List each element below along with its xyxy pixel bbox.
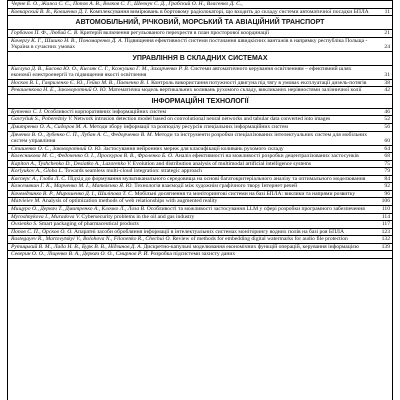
toc-authors: Ковкарский В. В., Ковшенко Д. І. xyxy=(11,8,90,15)
toc-entry xyxy=(8,168,392,176)
toc-entry xyxy=(8,236,392,244)
toc-authors: Мищуро О., Деркач Т., Дмитренко А., Клочко Л., Лоза В. xyxy=(11,206,147,213)
toc-page-number: 64 xyxy=(384,145,390,152)
toc-entry xyxy=(8,124,392,132)
toc-entry xyxy=(8,109,392,117)
toc-page-number: 38 xyxy=(384,79,390,86)
toc-entry xyxy=(8,87,392,95)
toc-authors: Rastegayev R., Martovytskyi V., Bolohova N., Filonenko R., Chechui O. xyxy=(11,236,173,243)
toc-page-number: 46 xyxy=(384,108,390,115)
section-heading: УПРАВЛІННЯ В СКЛАДНИХ СИСТЕМАХ xyxy=(8,52,392,66)
toc-page-number: 139 xyxy=(381,243,390,250)
toc-authors: Ревашенкова Н. Е., Заковоротний О. Ю. xyxy=(11,87,109,94)
toc-page-number: 11 xyxy=(384,8,390,15)
toc-page-number: 56 xyxy=(384,124,390,131)
toc-entry xyxy=(8,30,392,38)
toc-authors: Черне Е. О., Жижа С. С., Попов А. В., Волков С. Г., Шевчук С. Д., Грабский О. Н., Власенко Д. С., xyxy=(11,1,243,7)
toc-page-number: 96 xyxy=(384,190,390,197)
toc-title: Підвищення ефективності системи постачання швидкісних вантажів в напрямку республіка Польща - Україна в сучасних умовах xyxy=(11,37,368,51)
toc-title: Network intrusion detection model based on convolutional neural networks and tabular data converted into images xyxy=(73,116,331,123)
toc-authors: Korlyukov A., Globa L. xyxy=(11,168,65,175)
toc-page-number: 24 xyxy=(384,44,390,51)
toc-title: Апаратні засоби обробляння інформації в інтелектуальних системах моніторингу водних полів на базі роя БПЛА xyxy=(74,228,344,235)
toc-entry xyxy=(8,0,392,9)
toc-title: Розробка підсистеми захисту даних xyxy=(150,251,236,258)
toc-authors: Kapiton A., Tyshchenko D., Desiatko A., Lazorenko V. xyxy=(11,160,133,167)
toc-title: Аналіз ефективності на можливості розробки децентралізованих застосунків xyxy=(174,153,359,160)
toc-title: Особливості корпоративних інформаційних систем xyxy=(43,108,167,115)
toc-table xyxy=(7,0,393,400)
toc-page-number: 21 xyxy=(384,30,390,37)
toc-page-number: 114 xyxy=(381,213,390,220)
toc-page-number: 106 xyxy=(381,198,390,205)
toc-authors: Бутенко С. І. xyxy=(11,108,44,115)
toc-authors: Gavryliuk S., Pobereżniy V. xyxy=(11,116,74,123)
toc-title: Evolution and distribution analysis of multimodal artificial intelligence systems xyxy=(132,160,312,167)
toc-authors: Рутицький В. М., Лада Н. В., Бурк В. В., Нідзинов Д. А. xyxy=(11,243,144,250)
toc-page-number: 132 xyxy=(381,236,390,243)
toc-entry xyxy=(8,251,392,259)
toc-authors: Кочемдзинко В. Р., Мирошенко Д. І., Шиліпова Т. С. xyxy=(11,190,135,197)
toc-entry xyxy=(8,116,392,124)
toc-title: Математична модель вертикальних коливань рухомого складу, викликаних нерівностями залізничної колії xyxy=(108,87,362,94)
toc-title: Методи та інструменти розробки спеціалізованих інтелектуальних систем для мобільних систем управління xyxy=(11,131,368,145)
toc-page-number: 31 xyxy=(384,72,390,79)
toc-title: Технологія взаємодії між художнім графічного твору Інтернет речей xyxy=(134,183,298,190)
toc-title: Критерій включення регульованого перехрестя в план просторової координації xyxy=(80,30,269,37)
toc-authors: Горбачов П. Ф., Любий С. В. xyxy=(11,30,81,37)
toc-page-number: 68 xyxy=(384,153,390,160)
toc-entry xyxy=(8,66,392,80)
toc-title: Дискретно-капульні моделювання економічних функцій операцій, керування інформацією xyxy=(143,243,359,250)
toc-title: Застосування нейронних мереж для класифікації коливань рухомого складу xyxy=(103,145,284,152)
section-heading: АВТОМОБІЛЬНИЙ, РІЧКОВИЙ, МОРСЬКИЙ ТА АВІАЦІЙНИЙ ТРАНСПОРТ xyxy=(8,16,392,30)
toc-authors: Северин О. О., Ліщенко В. А., Деркач О. О., Смирнов Р. Й. xyxy=(11,251,151,258)
toc-title: Smart packaging of pharmaceutical products xyxy=(38,221,139,228)
toc-title: Analysis of optimization methods of web relationships with augmented reality xyxy=(41,198,218,205)
toc-entry xyxy=(8,176,392,184)
toc-title: Методи збору інформації та розподілу ресурсів спеціальних інформаційних систем xyxy=(89,124,288,131)
toc-page-number: 60 xyxy=(384,138,390,145)
toc-title: Особливості та можливості застосування LLM у сфері розробки програмного забезпечення xyxy=(146,206,365,213)
toc-entry xyxy=(8,206,392,214)
toc-page-number: 75 xyxy=(384,160,390,167)
toc-authors: Matvieiev M. xyxy=(11,198,42,205)
toc-authors: Попов С. П., Орсков О. О. xyxy=(11,228,75,235)
toc-entry xyxy=(8,161,392,169)
toc-page-number: 52 xyxy=(384,116,390,123)
toc-page-number: 117 xyxy=(381,221,390,228)
toc-authors: Дмитренко О. А., Сидоров М. А. xyxy=(11,124,90,131)
toc-authors: Кочергу К. Г., Шишко Н. В., Пономаренко Д. А. xyxy=(11,37,125,44)
toc-authors: Дяченко В. О., Зубенко С. П., Лубан А. С., Федорченко В. М. xyxy=(11,131,155,138)
toc-page-number: 92 xyxy=(384,183,390,190)
toc-entry xyxy=(8,221,392,229)
toc-page-number: 123 xyxy=(381,228,390,235)
toc-entry xyxy=(8,198,392,206)
toc-entry xyxy=(8,244,392,252)
toc-entry xyxy=(8,80,392,88)
toc-title: Комплексування вимірювань в бортовому радіолокаторі, що входить до складу системи автоматичної посадки БПЛА xyxy=(89,8,369,15)
toc-title: Towards seamless multi-cloud integration: strategic approach xyxy=(64,168,202,175)
toc-entry xyxy=(8,183,392,191)
toc-entry xyxy=(8,229,392,237)
toc-title: Контроль використання потужності двигуна під тягу в умовах експлуатації дизель-потягів xyxy=(151,79,367,86)
toc-page-number: 110 xyxy=(381,206,390,213)
toc-authors: Стишенко О. С., Заковоротний О. Ю. xyxy=(11,145,104,152)
toc-title: Cybersecurity problems in the oil and gas industry xyxy=(81,213,195,220)
toc-title: Review of methods for embedding digital watermarks for audio file protection xyxy=(172,236,348,243)
toc-authors: Касперс А., Глоба Л. С. xyxy=(11,175,68,182)
toc-page-number: 42 xyxy=(384,87,390,94)
toc-entry xyxy=(8,146,392,154)
toc-entry xyxy=(8,214,392,222)
toc-title: Системи автоматичного керування освітленням – ефективний шлях економії електроенергії та підвищення якості освітлення xyxy=(11,65,352,79)
toc-page-number: 84 xyxy=(384,175,390,182)
toc-title: Мобільні досягнення та моніторингові системи на базі БПЛА: виклики та напрями розвитку xyxy=(134,190,356,197)
toc-authors: Колесникова М. С., Федоченко О. І., Проскуров В. В., Фроленко Б. О. xyxy=(11,153,175,160)
toc-title: Підхід до формування мультиканального середовища на основі багатокритеріального аналізу та оптимального моделювання xyxy=(67,175,366,182)
toc-entry xyxy=(8,132,392,146)
toc-authors: Myroshnykova I., Muradova V. xyxy=(11,213,82,220)
toc-entry xyxy=(8,9,392,17)
toc-authors: Кислуха Д. В., Басова Ю. О., Кисляк С. Г., Кожушко Г. М., Захарченко Р. В. xyxy=(11,65,191,72)
toc-authors: Кожемякин Г. К., Марченко М. І., Матвієнко Я. Ю. xyxy=(11,183,135,190)
toc-page-number: 79 xyxy=(384,168,390,175)
toc-entry xyxy=(8,38,392,52)
section-heading: ІНФОРМАЦІЙНІ ТЕХНОЛОГІЇ xyxy=(8,95,392,109)
toc-authors: Носков В. І., Гавриленко Є. Ю., Гейко М. В., Павченко В. І. xyxy=(11,79,152,86)
toc-entry xyxy=(8,153,392,161)
toc-authors: Ovsienko S. xyxy=(11,221,39,228)
toc-entry xyxy=(8,191,392,199)
